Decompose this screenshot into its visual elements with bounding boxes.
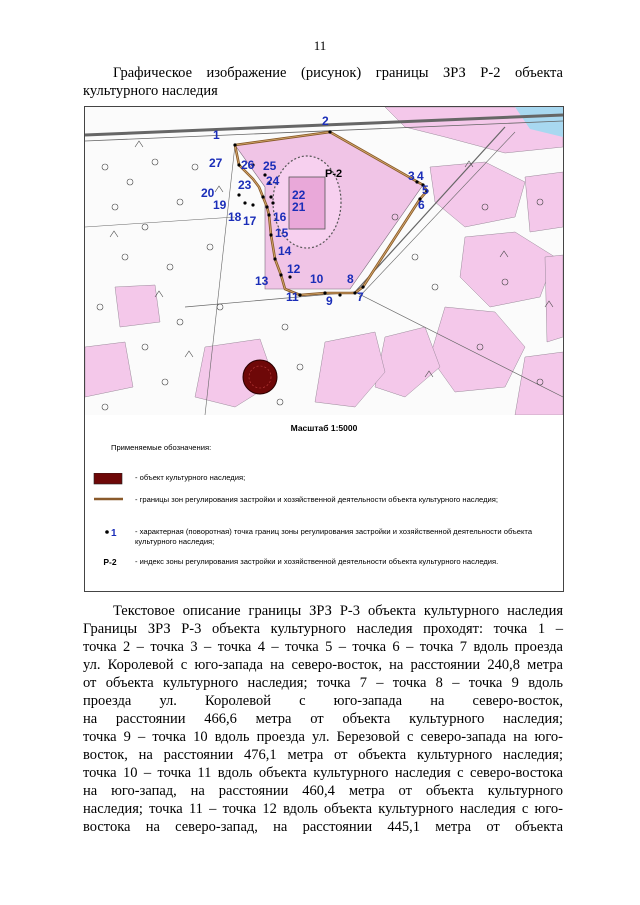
zone-index-label: Р-2 <box>325 168 343 180</box>
text-line: востока на северо-запад, на расстоянии 445,1 метра от объекта <box>83 819 563 835</box>
heritage-object-swatch-icon <box>93 473 127 485</box>
text-line: на юго-запад, на расстоянии 460,4 метра от объекта культурного <box>83 783 563 799</box>
point-label-1: 1 <box>213 128 220 142</box>
point-label-24: 24 <box>266 174 280 188</box>
legend-title: Применяемые обозначения: <box>111 443 212 452</box>
point-label-18: 18 <box>228 210 242 224</box>
legend-item-text: - характерная (поворотная) точка границ зоны регулирования застройки и хозяйственной деятельности объекта культурного наследия; <box>135 527 533 546</box>
legend-item-text: - объект культурного наследия; <box>135 473 246 482</box>
zone-index-symbol: Р-2 <box>103 557 117 567</box>
text-line: на расстоянии 466,6 метра от объекта культурного наследия; <box>83 711 563 727</box>
point-label-10: 10 <box>310 272 324 286</box>
text-line: ул. Королевой с юго-запада на северо-восток, на расстоянии 240,8 метра <box>83 657 563 673</box>
point-label-22: 22 <box>292 188 306 202</box>
point-label-16: 16 <box>273 210 287 224</box>
point-label-26: 26 <box>241 158 255 172</box>
point-label-13: 13 <box>255 274 269 288</box>
point-label-25: 25 <box>263 159 277 173</box>
point-label-6: 6 <box>418 198 425 212</box>
map-figure <box>84 106 564 592</box>
point-label-2: 2 <box>322 114 329 128</box>
page-number: 11 <box>313 38 327 53</box>
point-label-15: 15 <box>275 226 289 240</box>
turning-point-icon <box>93 527 127 539</box>
text-line: проезда ул. Королевой с юго-запада на северо-восток, <box>83 693 563 709</box>
text-line: наследия; точка 11 – точка 12 вдоль объекта культурного наследия с юго- <box>83 801 563 817</box>
point-label-19: 19 <box>213 198 227 212</box>
point-label-17: 17 <box>243 214 257 228</box>
point-label-21: 21 <box>292 200 306 214</box>
point-label-5: 5 <box>422 183 429 197</box>
text-line: точка 10 – точка 11 вдоль объекта культурного наследия с северо-востока <box>83 765 563 781</box>
point-label-3: 3 <box>408 169 415 183</box>
text-line: восток, на расстоянии 476,1 метра от объекта культурного наследия; <box>83 747 563 763</box>
figure-heading: Графическое изображение (рисунок) границы ЗРЗ Р-2 объекта культурного наследия <box>83 65 563 99</box>
map-scale: Масштаб 1:5000 <box>290 423 358 433</box>
text-line: точка 2 – точка 3 – точка 4 – точка 5 – точка 6 – точка 7 вдоль проезда <box>83 639 563 655</box>
section-title: Текстовое описание границы ЗРЗ Р-3 объекта культурного наследия <box>113 603 563 619</box>
point-label-20: 20 <box>201 186 215 200</box>
text-line: от объекта культурного наследия; точка 7 – точка 8 – точка 9 вдоль <box>83 675 563 691</box>
point-label-14: 14 <box>278 244 292 258</box>
point-label-11: 11 <box>286 290 299 304</box>
point-label-8: 8 <box>347 272 354 286</box>
text-line: Границы ЗРЗ Р-3 объекта культурного наследия проходят: точка 1 – <box>83 621 563 637</box>
boundary-description <box>83 602 563 836</box>
point-label-9: 9 <box>326 294 333 308</box>
boundary-line-swatch-icon <box>93 495 127 507</box>
heritage-object-marker <box>243 360 277 394</box>
point-label-4: 4 <box>417 169 424 183</box>
point-label-12: 12 <box>287 262 301 276</box>
site-plan-map <box>85 107 563 415</box>
svg-text:1: 1 <box>111 528 117 539</box>
legend-item-text: - индекс зоны регулирования застройки и хозяйственной деятельности объекта культурного наследия. <box>135 557 499 566</box>
point-label-7: 7 <box>357 290 364 304</box>
text-line: точка 9 – точка 10 вдоль проезда ул. Березовой с северо-запада на юго- <box>83 729 563 745</box>
legend-item-text: - границы зон регулирования застройки и хозяйственной деятельности объекта культурного наследия; <box>135 495 498 504</box>
point-label-27: 27 <box>209 156 223 170</box>
point-label-23: 23 <box>238 178 252 192</box>
